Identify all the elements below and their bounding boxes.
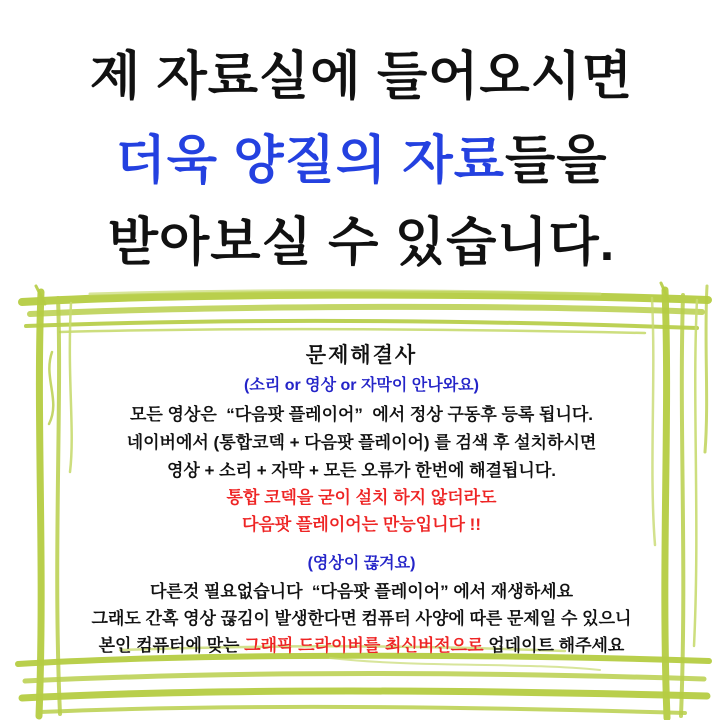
box-title: 문제해결사 — [305, 344, 418, 367]
section2-line-3 — [0, 631, 723, 656]
section1-warning-1: 통합 코덱을 굳이 설치 하지 않더라도 — [226, 488, 497, 507]
section1-line-1: 모든 영상은 “다음팟 플레이어” 에서 정상 구동후 등록 됩니다. — [129, 405, 594, 424]
header-line-3: 받아보실 수 있습니다. — [107, 214, 616, 272]
section2-line-3-highlight: 그래픽 드라이버를 최신버전으로 — [244, 636, 484, 655]
section2-line-3-suffix: 업데이트 해주세요 — [483, 636, 625, 655]
section2-line-2: 그래도 간혹 영상 끊김이 발생한다면 컴퓨터 사양에 따른 문제일 수 있으니 — [91, 609, 632, 628]
section2-line-1: 다른것 필요없습니다 “다음팟 플레이어” 에서 재생하세요 — [149, 582, 574, 601]
header-line-2-highlight: 더욱 양질의 자료 — [115, 132, 506, 190]
header-line-2 — [0, 118, 723, 193]
section1-line-2: 네이버에서 (통합코덱 + 다음팟 플레이어) 를 검색 후 설치하시면 — [126, 433, 597, 452]
header-line-2-rest: 들을 — [505, 132, 608, 190]
section1-warning-2: 다음팟 플레이어는 만능입니다 !! — [242, 515, 481, 534]
section1-line-3: 영상 + 소리 + 자막 + 모든 오류가 한번에 해결됩니다. — [166, 461, 557, 480]
section2-line-3-prefix: 본인 컴퓨터에 맞는 — [98, 636, 245, 655]
section2-subtitle: (영상이 끊겨요) — [307, 555, 416, 572]
section1-subtitle: (소리 or 영상 or 자막이 안나와요) — [244, 377, 479, 394]
header-line-1: 제 자료실에 들어오시면 — [89, 48, 634, 106]
